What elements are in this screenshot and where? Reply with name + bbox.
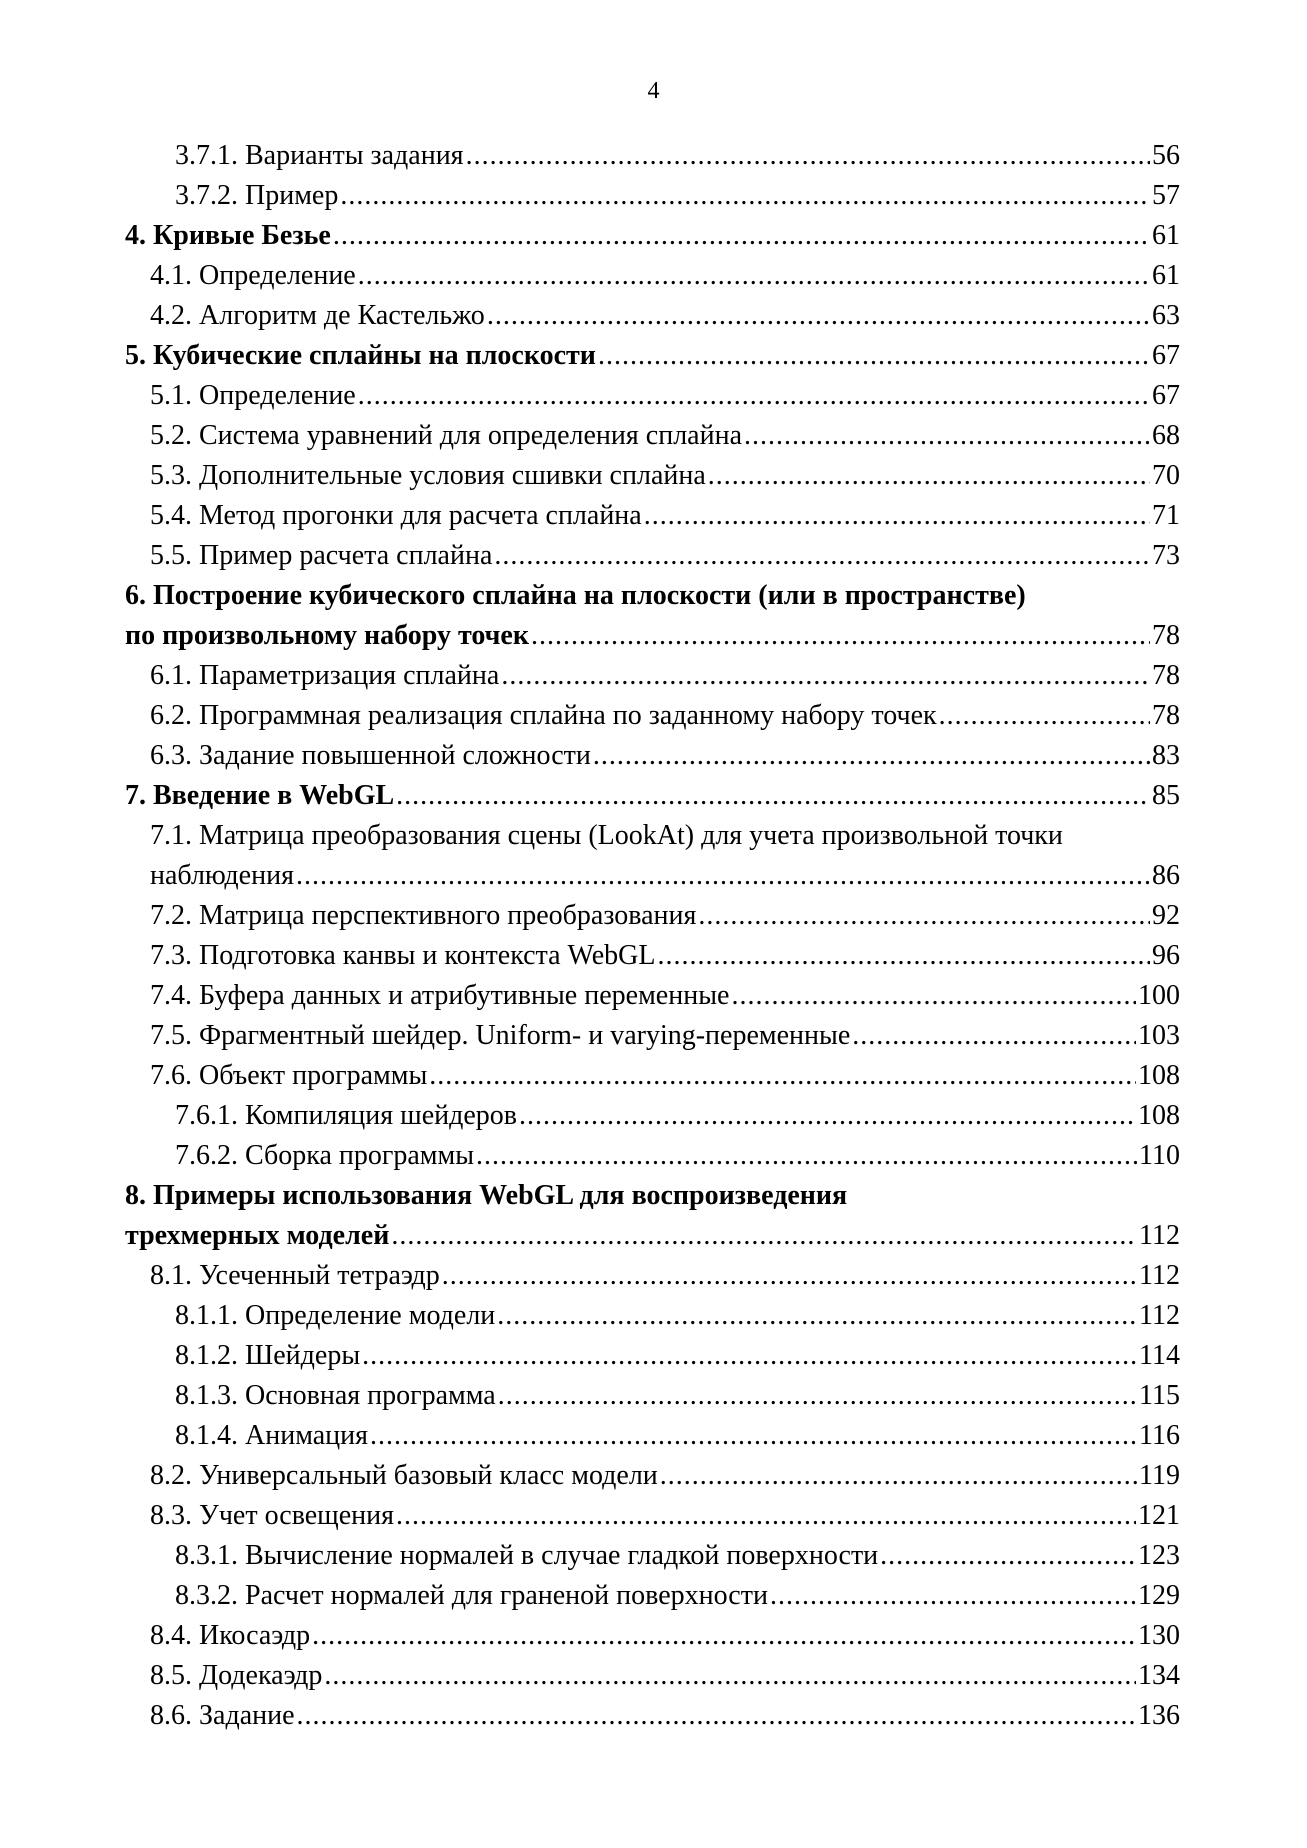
toc-entry[interactable] [125,696,1180,736]
toc-entry[interactable] [125,1216,1180,1256]
toc-entry-title: 7.6.2. Сборка программы [175,1140,475,1171]
toc-entry[interactable] [125,456,1180,496]
toc-entry-title-line: 6. Построение кубического сплайна на плоскости (или в пространстве) [125,580,1026,611]
toc-entry-page-number: 92 [1152,900,1180,931]
toc-entry[interactable] [125,896,1180,936]
toc-entry[interactable] [125,1336,1180,1376]
toc-entry[interactable] [125,1016,1180,1056]
leader-dots [658,936,1151,976]
toc-entry-title: 8.1. Усеченный тетраэдр [150,1260,440,1291]
leader-dots [370,1416,1137,1456]
toc-entry-title: 4.1. Определение [150,260,356,291]
leader-dots [939,696,1150,736]
toc-entry[interactable] [125,1536,1180,1576]
leader-dots [487,296,1150,336]
toc-entry-title: 8.1.2. Шейдеры [175,1340,361,1371]
toc-entry-page-number: 56 [1152,140,1180,171]
toc-entry-title: 6.2. Программная реализация сплайна по заданному набору точек [150,700,937,731]
leader-dots [429,1056,1136,1096]
toc-entry-page-number: 115 [1139,1380,1180,1411]
leader-dots [333,216,1150,256]
toc-entry-page-number: 112 [1139,1220,1180,1251]
toc-entry-title: по произвольному набору точек [125,620,529,651]
toc-entry-page-number: 130 [1138,1620,1180,1651]
toc-entry-page-number: 61 [1152,260,1180,291]
toc-entry-page-number: 78 [1152,700,1180,731]
toc-entry-page-number: 108 [1138,1100,1180,1131]
toc-entry-title: 8.1.1. Определение модели [175,1300,496,1331]
toc-entry-title: 7.6.1. Компиляция шейдеров [175,1100,518,1131]
toc-entry[interactable] [125,1576,1180,1616]
toc-entry-title-line: 7.1. Матрица преобразования сцены (LookAt) для учета произвольной точки [150,820,1063,851]
toc-entry-title: 8.5. Додекаэдр [150,1660,323,1691]
toc-entry[interactable] [125,776,1180,816]
leader-dots [498,1376,1137,1416]
toc-entry-title: 8.6. Задание [150,1700,295,1731]
leader-dots [396,1496,1136,1536]
leader-dots [598,336,1150,376]
toc-entry-page-number: 134 [1138,1660,1180,1691]
toc-entry-title: 7.3. Подготовка канвы и контекста WebGL [150,940,656,971]
leader-dots [340,176,1150,216]
leader-dots [660,1456,1137,1496]
toc-entry-title: 8.1.4. Анимация [175,1420,368,1451]
toc-entry-page-number: 121 [1138,1500,1180,1531]
toc-entry-title: 6.3. Задание повышенной сложности [150,740,591,771]
toc-entry-title: 8.3.2. Расчет нормалей для граненой поверхности [175,1580,768,1611]
leader-dots [358,256,1150,296]
toc-entry[interactable] [125,1496,1180,1536]
toc-entry-wrapped-line [125,576,1180,616]
toc-entry-title: 4. Кривые Безье [125,220,331,251]
toc-entry[interactable] [125,736,1180,776]
toc-entry[interactable] [125,336,1180,376]
toc-entry-page-number: 116 [1139,1420,1180,1451]
toc-entry-title: 5.3. Дополнительные условия сшивки сплайна [150,460,706,491]
toc-entry[interactable] [125,856,1180,896]
toc-entry-title: 7. Введение в WebGL [125,780,395,811]
toc-entry-page-number: 78 [1152,620,1180,651]
toc-entry-title: трехмерных моделей [125,1220,390,1251]
toc-entry-title: 8.2. Универсальный базовый класс модели [150,1460,658,1491]
toc-entry-page-number: 67 [1152,380,1180,411]
toc-entry-title: 5. Кубические сплайны на плоскости [125,340,596,371]
toc-entry[interactable] [125,1656,1180,1696]
toc-entry-title: 4.2. Алгоритм де Кастельжо [150,300,485,331]
leader-dots [324,1656,1136,1696]
table-of-contents [125,136,1180,1736]
toc-entry-title: 7.4. Буфера данных и атрибутивные переменные [150,980,730,1011]
toc-entry[interactable] [125,1456,1180,1496]
leader-dots [644,496,1150,536]
leader-dots [698,896,1150,936]
leader-dots [296,856,1150,896]
toc-entry-page-number: 112 [1139,1260,1180,1291]
toc-entry[interactable] [125,936,1180,976]
leader-dots [731,976,1136,1016]
toc-entry[interactable] [125,176,1180,216]
toc-entry-title: 5.5. Пример расчета сплайна [150,540,493,571]
toc-entry-page-number: 100 [1138,980,1180,1011]
toc-entry[interactable] [125,496,1180,536]
toc-entry-page-number: 73 [1152,540,1180,571]
leader-dots [593,736,1150,776]
toc-entry-title: 3.7.2. Пример [175,180,339,211]
toc-entry-wrapped-line [125,1176,1180,1216]
toc-entry-title: 3.7.1. Варианты задания [175,140,464,171]
toc-entry[interactable] [125,1096,1180,1136]
toc-entry-title: 5.4. Метод прогонки для расчета сплайна [150,500,642,531]
toc-entry-page-number: 110 [1139,1140,1180,1171]
toc-entry[interactable] [125,976,1180,1016]
leader-dots [531,616,1150,656]
leader-dots [708,456,1150,496]
page-number: 4 [647,78,660,104]
toc-entry[interactable] [125,536,1180,576]
leader-dots [770,1576,1136,1616]
toc-entry[interactable] [125,1376,1180,1416]
toc-entry-page-number: 83 [1152,740,1180,771]
toc-entry-title: 8.4. Икосаэдр [150,1620,311,1651]
toc-entry-title: 5.2. Система уравнений для определения сплайна [150,420,742,451]
toc-entry[interactable] [125,256,1180,296]
toc-entry-title: 7.6. Объект программы [150,1060,428,1091]
leader-dots [442,1256,1137,1296]
toc-entry-page-number: 112 [1139,1300,1180,1331]
toc-entry-page-number: 129 [1138,1580,1180,1611]
toc-entry-wrapped-line [125,816,1180,856]
toc-entry[interactable] [125,1136,1180,1176]
leader-dots [501,656,1150,696]
toc-entry-page-number: 63 [1152,300,1180,331]
toc-entry-page-number: 61 [1152,220,1180,251]
toc-entry-title: 8.3.1. Вычисление нормалей в случае гладкой поверхности [175,1540,879,1571]
toc-entry-page-number: 68 [1152,420,1180,451]
toc-entry[interactable] [125,136,1180,176]
leader-dots [312,1616,1136,1656]
leader-dots [466,136,1150,176]
leader-dots [396,776,1150,816]
leader-dots [497,1296,1137,1336]
toc-entry-page-number: 86 [1152,860,1180,891]
toc-entry-page-number: 136 [1138,1700,1180,1731]
toc-entry-page-number: 70 [1152,460,1180,491]
toc-entry[interactable] [125,616,1180,656]
leader-dots [744,416,1150,456]
toc-entry-title: 8.3. Учет освещения [150,1500,395,1531]
leader-dots [852,1016,1136,1056]
toc-entry-page-number: 103 [1138,1020,1180,1051]
toc-entry[interactable] [125,1416,1180,1456]
leader-dots [476,1136,1137,1176]
toc-entry-page-number: 123 [1138,1540,1180,1571]
toc-entry[interactable] [125,1616,1180,1656]
leader-dots [391,1216,1137,1256]
leader-dots [494,536,1150,576]
toc-entry-title: 6.1. Параметризация сплайна [150,660,500,691]
toc-entry-title: 7.2. Матрица перспективного преобразования [150,900,697,931]
toc-entry-page-number: 78 [1152,660,1180,691]
leader-dots [358,376,1150,416]
toc-entry[interactable] [125,216,1180,256]
toc-entry[interactable] [125,1296,1180,1336]
toc-entry-page-number: 85 [1152,780,1180,811]
toc-entry-page-number: 114 [1139,1340,1180,1371]
toc-entry-title: 8.1.3. Основная программа [175,1380,496,1411]
leader-dots [297,1696,1136,1736]
toc-entry-title: наблюдения [150,860,294,891]
toc-entry-title: 5.1. Определение [150,380,356,411]
toc-entry-page-number: 108 [1138,1060,1180,1091]
toc-entry[interactable] [125,1256,1180,1296]
toc-entry[interactable] [125,296,1180,336]
toc-entry[interactable] [125,1696,1180,1736]
toc-entry-page-number: 57 [1152,180,1180,211]
toc-entry-page-number: 96 [1152,940,1180,971]
leader-dots [362,1336,1137,1376]
toc-entry[interactable] [125,376,1180,416]
toc-entry-page-number: 71 [1152,500,1180,531]
toc-entry[interactable] [125,416,1180,456]
toc-entry-title-line: 8. Примеры использования WebGL для воспроизведения [125,1180,848,1211]
toc-entry-page-number: 67 [1152,340,1180,371]
toc-entry-title: 7.5. Фрагментный шейдер. Uniform- и varying-переменные [150,1020,851,1051]
toc-entry[interactable] [125,1056,1180,1096]
leader-dots [880,1536,1136,1576]
leader-dots [519,1096,1136,1136]
toc-entry[interactable] [125,656,1180,696]
toc-entry-page-number: 119 [1139,1460,1180,1491]
